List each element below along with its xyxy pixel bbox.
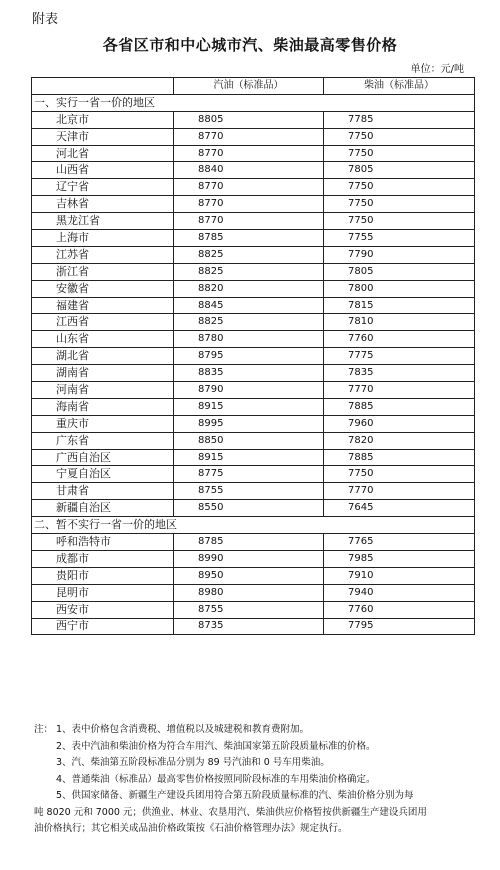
diesel-price-cell: 7805 xyxy=(324,162,475,179)
region-cell: 浙江省 xyxy=(32,263,174,280)
notes-label: 注： xyxy=(34,724,54,735)
table-row xyxy=(32,263,475,280)
note-item: 1、表中价格包含消费税、增值税以及城建税和教育费附加。 xyxy=(56,724,310,735)
table-row xyxy=(32,145,475,162)
gasoline-price-cell: 8995 xyxy=(174,415,324,432)
table-row xyxy=(32,432,475,449)
table-row xyxy=(32,365,475,382)
gasoline-price-cell: 8790 xyxy=(174,382,324,399)
gasoline-price-cell: 8795 xyxy=(174,348,324,365)
gasoline-price-cell: 8915 xyxy=(174,449,324,466)
table-body xyxy=(32,94,475,635)
region-cell: 海南省 xyxy=(32,398,174,415)
table-row xyxy=(32,348,475,365)
note-item: 2、表中汽油和柴油价格为符合车用汽、柴油国家第五阶段质量标准的价格。 xyxy=(56,740,376,752)
diesel-price-cell: 7750 xyxy=(324,145,475,162)
gasoline-price-cell: 8770 xyxy=(174,196,324,213)
table-row xyxy=(32,230,475,247)
gasoline-price-cell: 8770 xyxy=(174,145,324,162)
region-cell: 广西自治区 xyxy=(32,449,174,466)
region-cell: 江西省 xyxy=(32,314,174,331)
note-continuation: 吨 8020 元和 7000 元；供渔业、林业、农垦用汽、柴油供应价格暂按供新疆生产建设兵团用 xyxy=(34,806,427,818)
gasoline-price-cell: 8780 xyxy=(174,331,324,348)
table-row xyxy=(32,550,475,567)
diesel-price-cell: 7790 xyxy=(324,246,475,263)
gasoline-price-cell: 8850 xyxy=(174,432,324,449)
table-row xyxy=(32,179,475,196)
gasoline-price-cell: 8770 xyxy=(174,128,324,145)
region-cell: 宁夏自治区 xyxy=(32,466,174,483)
table-row xyxy=(32,246,475,263)
gasoline-price-cell: 8990 xyxy=(174,550,324,567)
gasoline-price-cell: 8825 xyxy=(174,263,324,280)
gasoline-price-cell: 8785 xyxy=(174,230,324,247)
region-cell: 重庆市 xyxy=(32,415,174,432)
diesel-price-cell: 7800 xyxy=(324,280,475,297)
region-cell: 北京市 xyxy=(32,111,174,128)
table-row xyxy=(32,213,475,230)
table-row xyxy=(32,196,475,213)
diesel-price-cell: 7760 xyxy=(324,601,475,618)
gasoline-price-cell: 8840 xyxy=(174,162,324,179)
region-cell: 贵阳市 xyxy=(32,567,174,584)
diesel-price-cell: 7885 xyxy=(324,449,475,466)
section-row xyxy=(32,94,475,111)
diesel-price-cell: 7835 xyxy=(324,365,475,382)
diesel-price-cell: 7765 xyxy=(324,534,475,551)
gasoline-price-cell: 8845 xyxy=(174,297,324,314)
gasoline-price-cell: 8755 xyxy=(174,601,324,618)
section-row xyxy=(32,517,475,534)
table-row xyxy=(32,534,475,551)
diesel-price-cell: 7885 xyxy=(324,398,475,415)
diesel-price-cell: 7770 xyxy=(324,382,475,399)
table-row xyxy=(32,415,475,432)
table-row xyxy=(32,331,475,348)
region-cell: 河北省 xyxy=(32,145,174,162)
diesel-price-cell: 7750 xyxy=(324,196,475,213)
diesel-price-cell: 7910 xyxy=(324,567,475,584)
table-row xyxy=(32,466,475,483)
region-cell: 昆明市 xyxy=(32,584,174,601)
region-cell: 吉林省 xyxy=(32,196,174,213)
gasoline-price-cell: 8735 xyxy=(174,618,324,635)
diesel-price-cell: 7960 xyxy=(324,415,475,432)
annex-label: 附表 xyxy=(32,12,59,27)
diesel-price-cell: 7750 xyxy=(324,179,475,196)
notes xyxy=(34,722,474,838)
region-cell: 呼和浩特市 xyxy=(32,534,174,551)
table-row xyxy=(32,449,475,466)
region-cell: 湖北省 xyxy=(32,348,174,365)
region-cell: 安徽省 xyxy=(32,280,174,297)
table-header-row xyxy=(32,78,475,95)
diesel-price-cell: 7820 xyxy=(324,432,475,449)
gasoline-price-cell: 8825 xyxy=(174,246,324,263)
page-title: 各省区市和中心城市汽、柴油最高零售价格 xyxy=(102,36,398,54)
note-item: 5、供国家储备、新疆生产建设兵团用符合第五阶段质量标准的汽、柴油价格分别为每 xyxy=(56,790,414,801)
unit-label: 单位：元/吨 xyxy=(410,64,464,75)
region-cell: 河南省 xyxy=(32,382,174,399)
table-row xyxy=(32,297,475,314)
table-row xyxy=(32,567,475,584)
gasoline-price-cell: 8820 xyxy=(174,280,324,297)
diesel-price-cell: 7775 xyxy=(324,348,475,365)
region-cell: 新疆自治区 xyxy=(32,500,174,517)
region-cell: 湖南省 xyxy=(32,365,174,382)
diesel-price-cell: 7810 xyxy=(324,314,475,331)
note-item: 3、汽、柴油第五阶段标准品分别为 89 号汽油和 0 号车用柴油。 xyxy=(56,757,330,768)
table-row xyxy=(32,280,475,297)
gasoline-price-cell: 8775 xyxy=(174,466,324,483)
gasoline-price-cell: 8835 xyxy=(174,365,324,382)
diesel-price-cell: 7755 xyxy=(324,230,475,247)
table-row xyxy=(32,382,475,399)
diesel-price-cell: 7805 xyxy=(324,263,475,280)
region-cell: 山东省 xyxy=(32,331,174,348)
diesel-price-cell: 7750 xyxy=(324,128,475,145)
gasoline-price-cell: 8915 xyxy=(174,398,324,415)
diesel-price-cell: 7770 xyxy=(324,483,475,500)
table-row xyxy=(32,111,475,128)
gasoline-price-cell: 8825 xyxy=(174,314,324,331)
header-gasoline: 汽油（标准品） xyxy=(174,78,324,95)
region-cell: 西安市 xyxy=(32,601,174,618)
header-region xyxy=(32,78,174,95)
table-row xyxy=(32,398,475,415)
diesel-price-cell: 7750 xyxy=(324,466,475,483)
table-row xyxy=(32,483,475,500)
diesel-price-cell: 7750 xyxy=(324,213,475,230)
region-cell: 上海市 xyxy=(32,230,174,247)
gasoline-price-cell: 8755 xyxy=(174,483,324,500)
diesel-price-cell: 7795 xyxy=(324,618,475,635)
table-row xyxy=(32,128,475,145)
table-row xyxy=(32,162,475,179)
region-cell: 成都市 xyxy=(32,550,174,567)
gasoline-price-cell: 8550 xyxy=(174,500,324,517)
region-cell: 西宁市 xyxy=(32,618,174,635)
gasoline-price-cell: 8785 xyxy=(174,534,324,551)
table-row xyxy=(32,618,475,635)
region-cell: 福建省 xyxy=(32,297,174,314)
region-cell: 天津市 xyxy=(32,128,174,145)
section-label: 一、实行一省一价的地区 xyxy=(32,94,475,111)
gasoline-price-cell: 8770 xyxy=(174,213,324,230)
region-cell: 甘肃省 xyxy=(32,483,174,500)
header-diesel: 柴油（标准品） xyxy=(324,78,475,95)
diesel-price-cell: 7760 xyxy=(324,331,475,348)
diesel-price-cell: 7785 xyxy=(324,111,475,128)
table-row xyxy=(32,500,475,517)
table-row xyxy=(32,601,475,618)
gasoline-price-cell: 8950 xyxy=(174,567,324,584)
diesel-price-cell: 7940 xyxy=(324,584,475,601)
region-cell: 山西省 xyxy=(32,162,174,179)
region-cell: 江苏省 xyxy=(32,246,174,263)
gasoline-price-cell: 8805 xyxy=(174,111,324,128)
diesel-price-cell: 7645 xyxy=(324,500,475,517)
price-table xyxy=(31,77,475,635)
note-item: 4、普通柴油（标准品）最高零售价格按照同阶段标准的车用柴油价格确定。 xyxy=(56,773,376,785)
note-continuation: 油价格执行；其它相关成品油价格政策按《石油价格管理办法》规定执行。 xyxy=(34,823,348,834)
region-cell: 黑龙江省 xyxy=(32,213,174,230)
gasoline-price-cell: 8980 xyxy=(174,584,324,601)
table-row xyxy=(32,584,475,601)
section-label: 二、暂不实行一省一价的地区 xyxy=(32,517,475,534)
table-row xyxy=(32,314,475,331)
diesel-price-cell: 7815 xyxy=(324,297,475,314)
region-cell: 广东省 xyxy=(32,432,174,449)
region-cell: 辽宁省 xyxy=(32,179,174,196)
gasoline-price-cell: 8770 xyxy=(174,179,324,196)
diesel-price-cell: 7985 xyxy=(324,550,475,567)
